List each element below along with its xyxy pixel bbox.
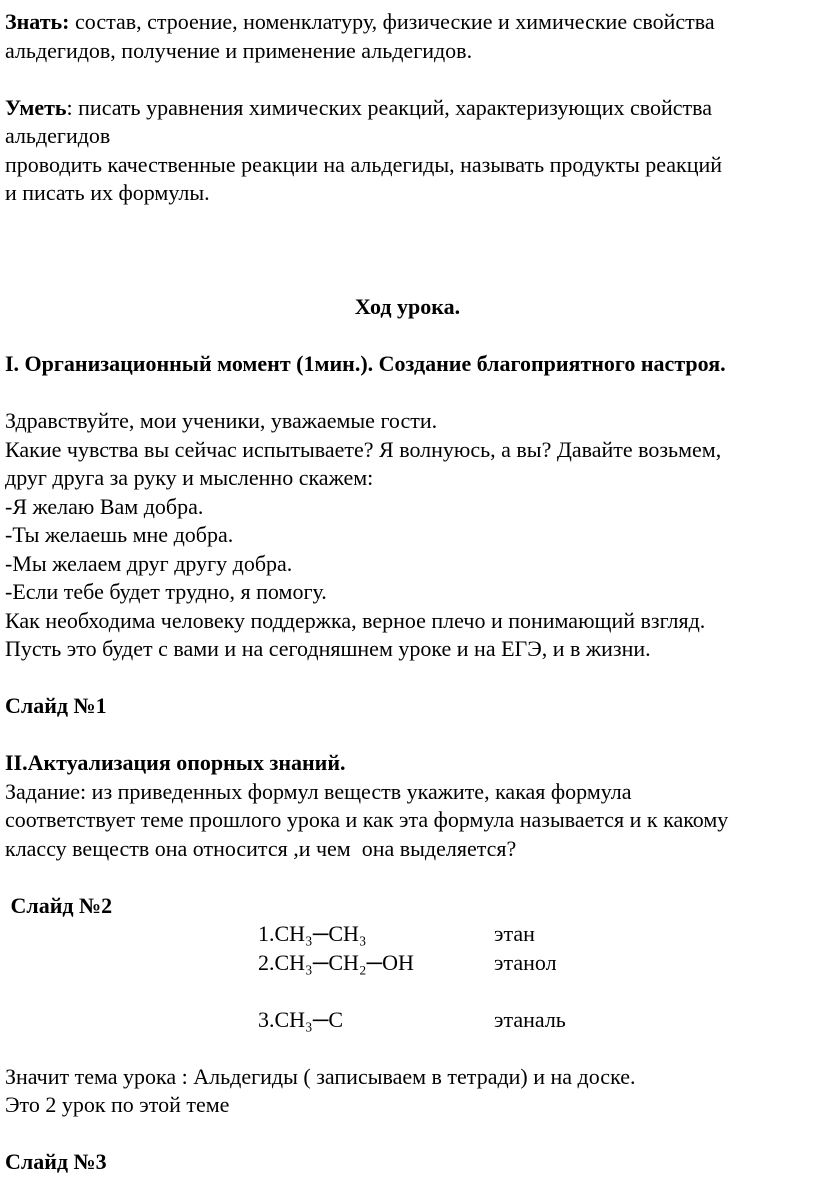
formula-row [5,1006,810,1035]
greeting-line: -Я желаю Вам добра. [5,493,204,519]
greeting-line: Здравствуйте, мои ученики, уважаемые гости. [5,408,438,433]
formula-row [5,949,810,978]
blank-line [5,322,810,351]
slide-1-label: Слайд №1 [5,693,107,718]
greeting-line: Как необходима человеку поддержка, верное плечо и понимающий взгляд. [5,607,706,633]
slide-2-label: Слайд №2 [5,892,113,918]
task-line: Задание: из приведенных формул веществ укажите, какая формула [5,778,632,804]
blank-line [5,664,810,693]
slide-3-label: Слайд №3 [5,1149,107,1174]
blank-line [5,1120,810,1149]
actualization-title: II.Актуализация опорных знаний. [5,750,346,775]
znat-text-line-2: альдегидов, получение и применение альдегидов. [5,37,473,63]
formula-text: 3.CH₃─C [258,1006,343,1032]
umet-text-line-1: : писать уравнения химических реакций, характеризующих свойства [66,94,712,120]
conclusion-line: Это 2 урок по этой теме [5,1092,230,1117]
blank-line [5,208,810,237]
task-line: соответствует теме прошлого урока и как эта формула называется и к какому [5,807,729,832]
greeting-line: друг друга за руку и мысленно скажем: [5,465,374,490]
lesson-flow-heading: Ход урока. [354,294,461,319]
greeting-line: Пусть это будет с вами и на сегодняшнем уроке и на ЕГЭ, и в жизни. [5,636,651,661]
blank-line [5,379,810,408]
umet-text-line-3: проводить качественные реакции на альдегиды, называть продукты реакций [5,151,723,177]
znat-line-1 [5,8,810,37]
blank-line [5,236,810,265]
formula-name: этанол [494,949,557,975]
greeting-line: -Если тебе будет трудно, я помогу. [5,579,327,604]
blank-line [5,265,810,294]
blank-line [5,1034,810,1063]
formula-text: 1.CH₃─CH₃ [258,921,367,946]
formula-name: этаналь [494,1006,566,1032]
blank-line [5,977,810,1006]
conclusion-line: Значит тема урока : Альдегиды ( записываем в тетради) и на доске. [5,1063,636,1089]
greeting-line: -Ты желаешь мне добра. [5,522,234,547]
umet-label: Уметь [5,94,67,120]
task-line: классу веществ она относится ,и чем она выделяется? [5,835,517,861]
blank-line [5,721,810,750]
umet-text-line-2: альдегидов [5,123,111,148]
umet-line-1 [5,94,810,123]
greeting-line: -Мы желаем друг другу добра. [5,550,293,576]
umet-text-line-4: и писать их формулы. [5,180,210,205]
formula-row [5,920,810,949]
blank-line [5,65,810,94]
org-moment-title: I. Организационный момент (1мин.). Создание благоприятного настроя. [5,351,726,376]
greeting-line: Какие чувства вы сейчас испытываете? Я волнуюсь, а вы? Давайте возьмем, [5,436,722,462]
formula-name: этан [494,921,535,946]
znat-label: Знать: [5,9,70,34]
blank-line [5,863,810,892]
znat-text-line-1: состав, строение, номенклатуру, физические и химические свойства [69,9,715,34]
formula-text: 2.CH₃─CH₂─OH [258,949,414,975]
